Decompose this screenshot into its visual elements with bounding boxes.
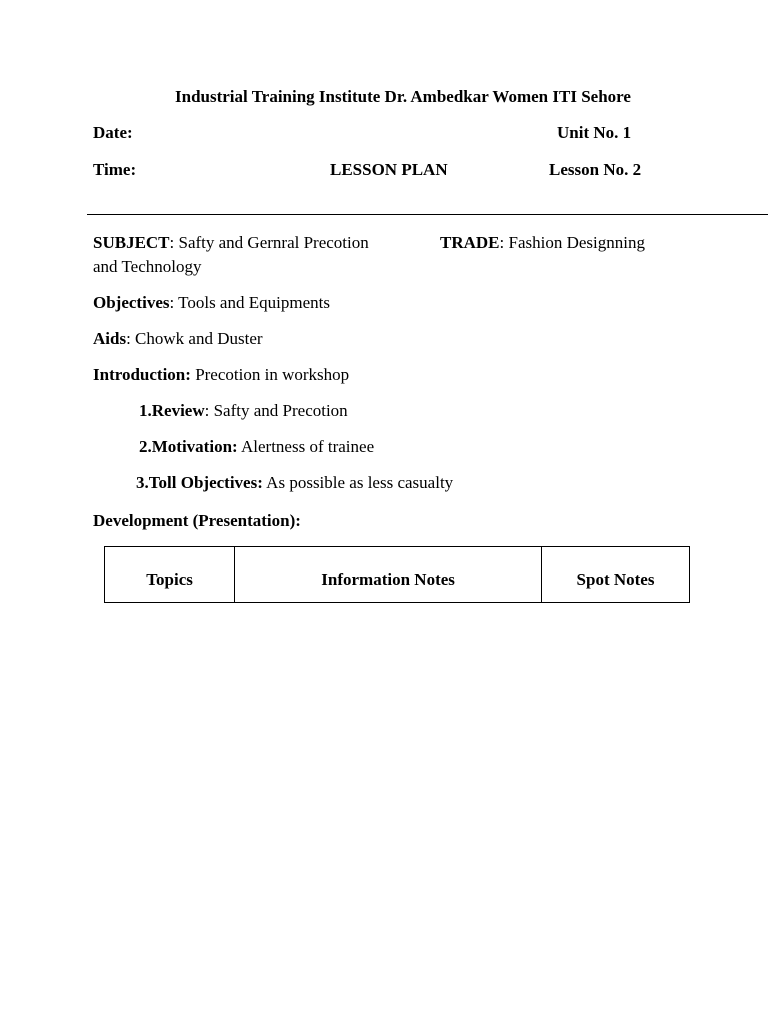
date-label: Date: <box>93 123 133 142</box>
subject-value: : Safty and Gernral Precotion <box>169 233 369 252</box>
aids-value: : Chowk and Duster <box>126 329 263 348</box>
aids-label: Aids <box>93 329 127 348</box>
toll-objectives-item <box>136 473 453 493</box>
objectives-field <box>93 293 330 313</box>
subject-value-continued: and Technology <box>93 257 202 276</box>
lesson-number-label: Lesson No. 2 <box>549 160 642 179</box>
table-header-row <box>105 547 690 603</box>
review-item <box>139 401 348 421</box>
institute-title: Industrial Training Institute Dr. Ambedkar Women ITI Sehore <box>175 87 631 106</box>
column-header-topics: Topics <box>105 547 235 603</box>
trade-label: TRADE <box>440 233 500 252</box>
introduction-value: Precotion in workshop <box>190 365 350 384</box>
objectives-label: Objectives <box>93 293 170 312</box>
toll-objectives-label: 3.Toll Objectives: <box>136 473 263 492</box>
review-label: 1.Review <box>139 401 205 420</box>
column-header-spot-notes: Spot Notes <box>542 547 690 603</box>
review-value: : Safty and Precotion <box>204 401 348 420</box>
trade-field <box>440 233 645 253</box>
toll-objectives-value: As possible as less casualty <box>262 473 454 492</box>
unit-label: Unit No. 1 <box>557 123 632 142</box>
introduction-label: Introduction: <box>93 365 191 384</box>
column-header-information-notes: Information Notes <box>235 547 542 603</box>
objectives-value: : Tools and Equipments <box>169 293 330 312</box>
introduction-field <box>93 365 349 385</box>
aids-field <box>93 329 263 349</box>
trade-value: : Fashion Designning <box>499 233 645 252</box>
subject-label: SUBJECT <box>93 233 170 252</box>
motivation-label: 2.Motivation: <box>139 437 238 456</box>
subject-field <box>93 233 369 253</box>
development-table <box>104 546 690 603</box>
motivation-value: Alertness of trainee <box>237 437 375 456</box>
time-label: Time: <box>93 160 137 179</box>
lesson-plan-title: LESSON PLAN <box>330 160 448 179</box>
development-heading: Development (Presentation): <box>93 511 301 530</box>
header-divider <box>87 214 768 215</box>
motivation-item <box>139 437 374 457</box>
